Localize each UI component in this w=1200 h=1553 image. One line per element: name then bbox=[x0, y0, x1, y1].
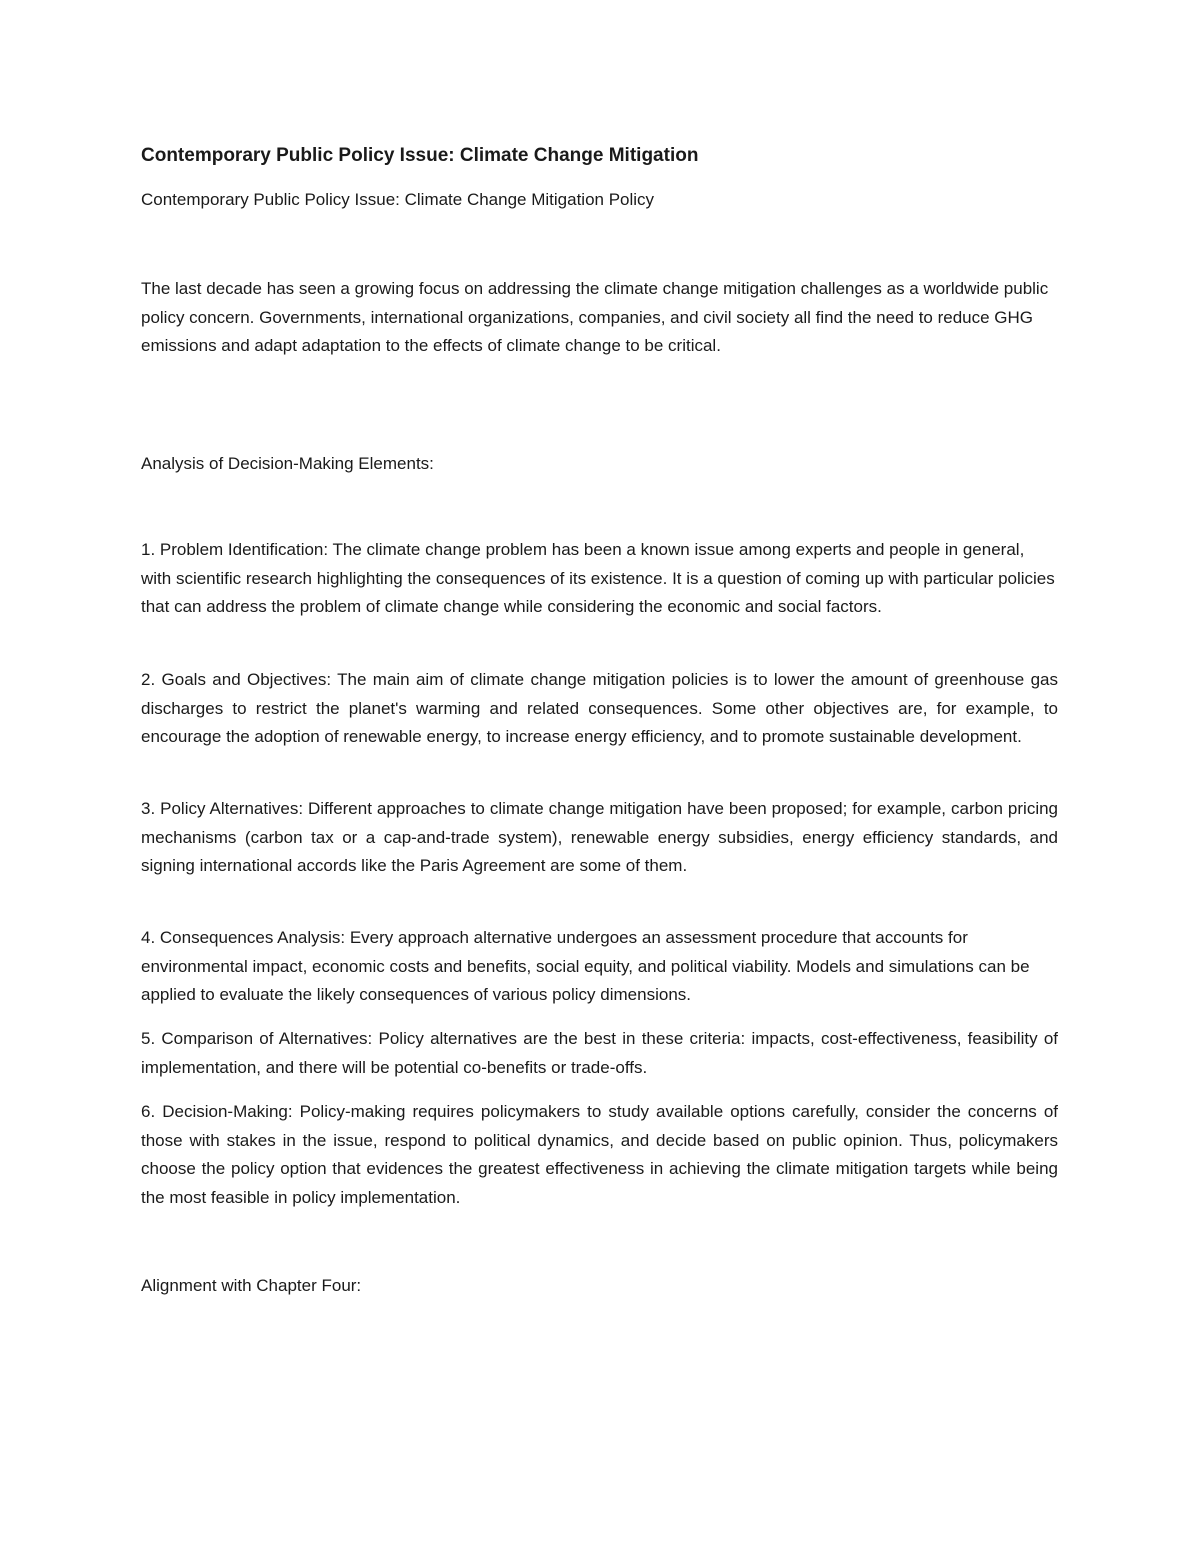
list-item-decision-making: 6. Decision-Making: Policy-making requires policymakers to study available options carefully, consider the concerns of those with stakes in the issue, respond to political dynamics, and decide based on public opinion. Thus, policymakers choose the policy option that evidences the greatest effectiveness in achieving the climate mitigation targets while being the most feasible in policy implementation. bbox=[141, 1102, 1058, 1207]
analysis-heading: Analysis of Decision-Making Elements: bbox=[141, 454, 434, 473]
document-title: Contemporary Public Policy Issue: Climate Change Mitigation bbox=[141, 145, 699, 166]
list-item-goals-objectives: 2. Goals and Objectives: The main aim of climate change mitigation policies is to lower the amount of greenhouse gas discharges to restrict the planet's warming and related consequences. Some other objectives are, for example, to encourage the adoption of renewable energy, to increase energy efficiency, and to promote sustainable development. bbox=[141, 670, 1058, 746]
intro-paragraph: The last decade has seen a growing focus on addressing the climate change mitigation challenges as a worldwide public policy concern. Governments, international organizations, companies, and civil society all find the need to reduce GHG emissions and adapt adaptation to the effects of climate change to be critical. bbox=[141, 279, 1049, 355]
document-subtitle: Contemporary Public Policy Issue: Climate Change Mitigation Policy bbox=[141, 190, 655, 209]
alignment-heading: Alignment with Chapter Four: bbox=[141, 1276, 362, 1295]
list-item-problem-identification: 1. Problem Identification: The climate change problem has been a known issue among experts and people in general, with scientific research highlighting the consequences of its existence. It is a question of coming up with particular policies that can address the problem of climate change while considering the economic and social factors. bbox=[141, 540, 1055, 616]
list-item-consequences-analysis: 4. Consequences Analysis: Every approach alternative undergoes an assessment procedure that accounts for environmental impact, economic costs and benefits, social equity, and political viability. Models and simulations can be applied to evaluate the likely consequences of various policy dimensions. bbox=[141, 928, 1030, 1004]
list-item-comparison-alternatives: 5. Comparison of Alternatives: Policy alternatives are the best in these criteria: impacts, cost-effectiveness, feasibility of implementation, and there will be potential co-benefits or trade-offs. bbox=[141, 1029, 1058, 1077]
list-item-policy-alternatives: 3. Policy Alternatives: Different approaches to climate change mitigation have been proposed; for example, carbon pricing mechanisms (carbon tax or a cap-and-trade system), renewable energy subsidies, energy efficiency standards, and signing international accords like the Paris Agreement are some of them. bbox=[141, 799, 1058, 875]
